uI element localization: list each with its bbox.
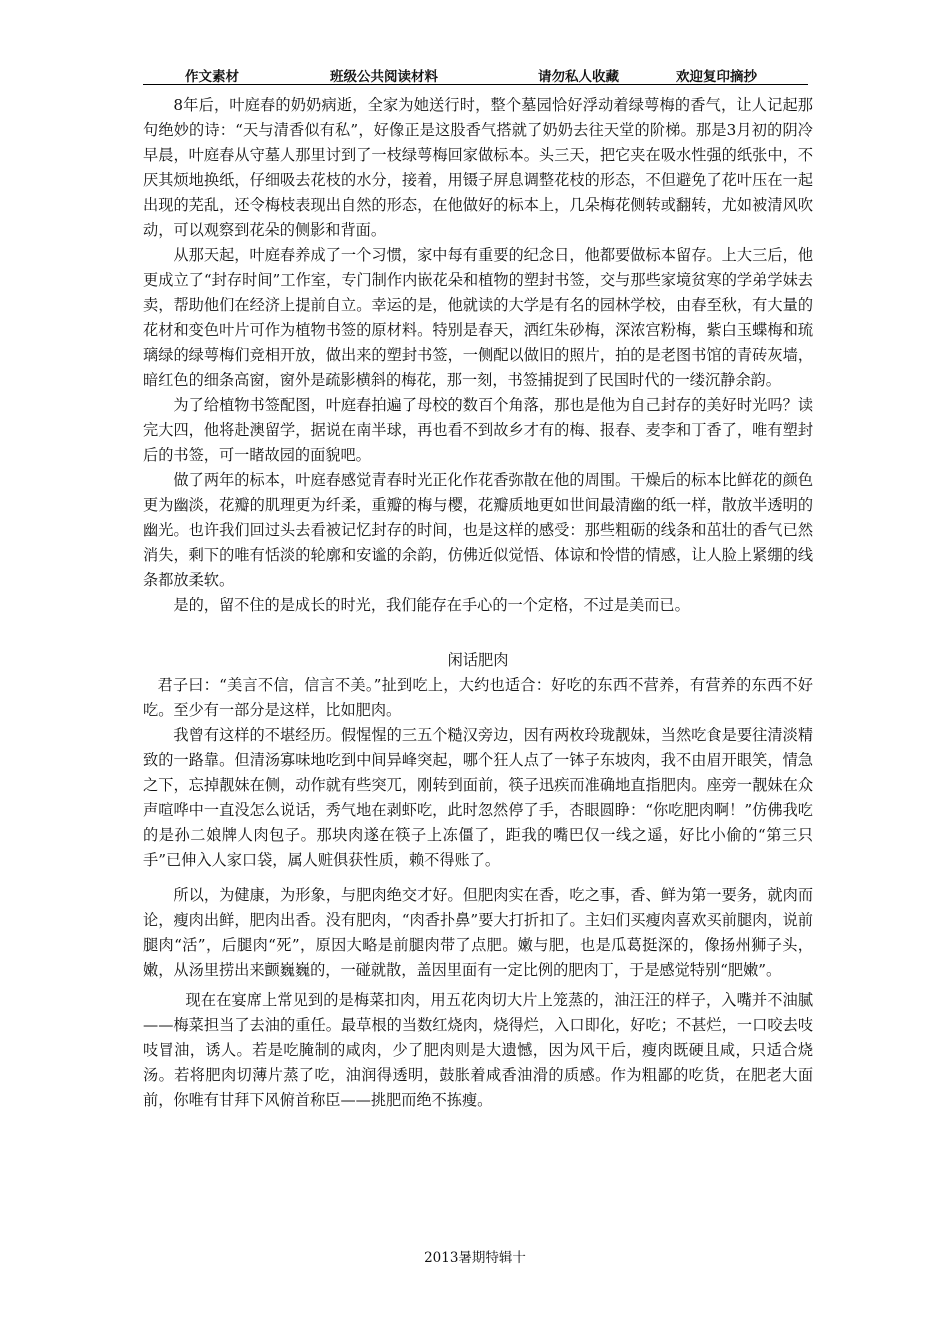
header-label-class-reading: 班级公共阅读材料	[330, 69, 438, 85]
article1-paragraph-3: 为了给植物书签配图，叶庭春拍遍了母校的数百个角落，那也是他为自己封存的美好时光吗？读完大四，他将赴澳留学，据说在南半球，再也看不到故乡才有的梅、报春、麦李和丁香了，唯有塑封后的书签，可一睹故园的面貌吧。	[143, 396, 813, 464]
article2-paragraph-1: 君子曰：“美言不信，信言不美。”扯到吃上，大约也适合：好吃的东西不营养，有营养的东西不好吃。至少有一部分是这样，比如肥肉。	[143, 676, 813, 719]
article2-title: 闲话肥肉	[447, 651, 509, 669]
header-label-welcome-copy: 欢迎复印摘抄	[676, 69, 757, 85]
header-label-no-private: 请勿私人收藏	[538, 69, 619, 85]
article2-paragraph-4: 现在在宴席上常见到的是梅菜扣肉，用五花肉切大片上笼蒸的，油汪汪的样子，入嘴并不油腻——梅菜担当了去油的重任。最草根的当数红烧肉，烧得烂，入口即化，好吃；不甚烂，一口咬去吱吱冒油，诱人。若是吃腌制的咸肉，少了肥肉则是大遗憾，因为风干后，瘦肉既硬且咸，只适合烧汤。若将肥肉切薄片蒸了吃，油润得透明，鼓胀着咸香油滑的质感。作为粗鄙的吃货，在肥老大面前，你唯有甘拜下风俯首称臣——挑肥而绝不拣瘦。	[143, 991, 813, 1109]
article1-paragraph-1: 8年后，叶庭春的奶奶病逝，全家为她送行时，整个墓园恰好浮动着绿萼梅的香气，让人记起那句绝妙的诗：“天与清香似有私”，好像正是这股香气搭就了奶奶去往天堂的阶梯。那是3月初的阴冷早晨，叶庭春从守墓人那里讨到了一枝绿萼梅回家做标本。头三天，把它夹在吸水性强的纸张中，不厌其烦地换纸，仔细吸去花枝的水分，接着，用镊子屏息调整花枝的形态，不但避免了花叶压在一起出现的芜乱，还令梅枝表现出自然的形态，在他做好的标本上，几朵梅花侧转或翻转，尤如被清风吹动，可以观察到花朵的侧影和背面。	[143, 96, 813, 239]
article2-paragraph-2: 我曾有这样的不堪经历。假惺惺的三五个糙汉旁边，因有两枚玲珑靓妹，当然吃食是要往清淡精致的一路靠。但清汤寡味地吃到中间异峰突起，哪个狂人点了一钵子东坡肉，我不由眉开眼笑，情急之下，忘掉靓妹在侧，动作就有些突兀，刚转到面前，筷子迅疾而准确地直指肥肉。座旁一靓妹在众声喧哗中一直没怎么说话，秀气地在剥虾吃，此时忽然停了手，杏眼圆睁：“你吃肥肉啊！”仿佛我吃的是孙二娘牌人肉包子。那块肉遂在筷子上冻僵了，距我的嘴巴仅一线之遥，好比小偷的“第三只手”已伸入人家口袋，属人赃俱获性质，赖不得账了。	[143, 726, 813, 869]
page-header	[143, 62, 808, 85]
article2-paragraph-3: 所以，为健康，为形象，与肥肉绝交才好。但肥肉实在香，吃之事，香、鲜为第一要务，就肉而论，瘦肉出鲜，肥肉出香。没有肥肉，“肉香扑鼻”要大打折扣了。主妇们买瘦肉喜欢买前腿肉，说前腿肉“活”，后腿肉“死”，原因大略是前腿肉带了点肥。嫩与肥，也是瓜葛挺深的，像扬州狮子头，嫩，从汤里捞出来颤巍巍的，一碰就散，盖因里面有一定比例的肥肉丁，于是感觉特别“肥嫩”。	[143, 886, 813, 979]
page-content	[143, 93, 813, 1113]
article1-paragraph-5: 是的，留不住的是成长的时光，我们能存在手心的一个定格，不过是美而已。	[173, 596, 690, 614]
page-footer: 2013暑期特辑十	[424, 1250, 526, 1266]
article1-paragraph-2: 从那天起，叶庭春养成了一个习惯，家中每有重要的纪念日，他都要做标本留存。上大三后，他更成立了“封存时间”工作室，专门制作内嵌花朵和植物的塑封书签，交与那些家境贫寒的学弟学妹去卖，帮助他们在经济上提前自立。幸运的是，他就读的大学是有名的园林学校，由春至秋，有大量的花材和变色叶片可作为植物书签的原材料。特别是春天，洒红朱砂梅，深浓宫粉梅，紫白玉蝶梅和琉璃绿的绿萼梅们竞相开放，做出来的塑封书签，一侧配以做旧的照片，拍的是老图书馆的青砖灰墙，暗红色的细条高窗，窗外是疏影横斜的梅花，那一刻，书签捕捉到了民国时代的一缕沉静余韵。	[143, 246, 813, 389]
header-label-essay-material: 作文素材	[185, 69, 239, 85]
article1-paragraph-4: 做了两年的标本，叶庭春感觉青春时光正化作花香弥散在他的周围。干燥后的标本比鲜花的颜色更为幽淡，花瓣的肌理更为纤柔，重瓣的梅与樱，花瓣质地更如世间最清幽的纸一样，散放半透明的幽光。也许我们回过头去看被记忆封存的时间，也是这样的感受：那些粗砺的线条和茁壮的香气已然消失，剩下的唯有恬淡的轮廓和安谧的余韵，仿佛近似觉悟、体谅和怜惜的情感，让人脸上紧绷的线条都放柔软。	[143, 471, 813, 589]
